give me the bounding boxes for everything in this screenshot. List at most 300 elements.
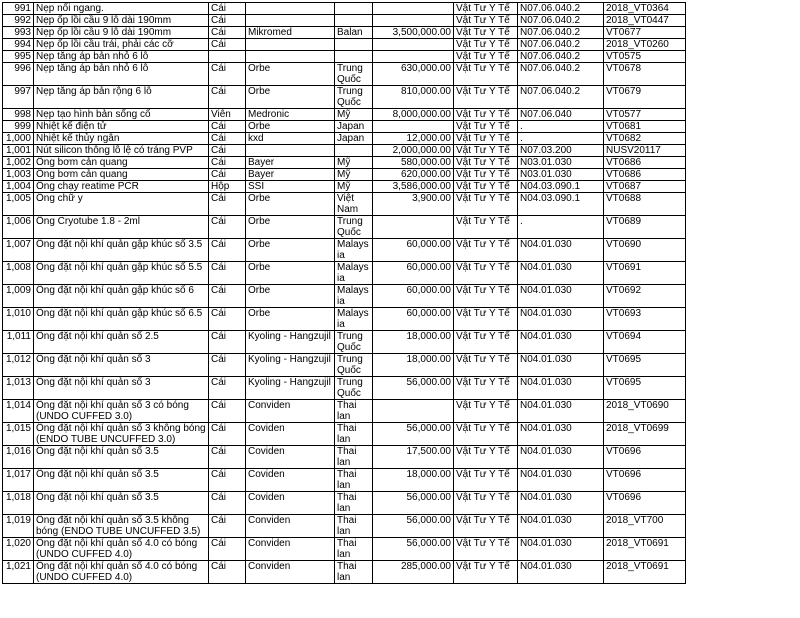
row-number-cell: 991 xyxy=(3,3,34,15)
item-name-cell: Nẹp tạo hình bản sống cổ xyxy=(34,109,209,121)
price-cell xyxy=(373,3,454,15)
category-cell: Vật Tư Y Tế xyxy=(454,181,518,193)
price-cell: 17,500.00 xyxy=(373,446,454,469)
origin-cell: Mỹ xyxy=(335,157,373,169)
category-cell: Vật Tư Y Tế xyxy=(454,377,518,400)
table-row xyxy=(3,121,686,133)
table-row xyxy=(3,446,686,469)
item-name-cell: Nhiệt kế điện tử xyxy=(34,121,209,133)
origin-cell: Trung Quốc xyxy=(335,216,373,239)
manufacturer-cell: Conviden xyxy=(246,538,335,561)
row-number-cell: 1,020 xyxy=(3,538,34,561)
manufacturer-cell: Orbe xyxy=(246,239,335,262)
table-row xyxy=(3,15,686,27)
category-cell: Vật Tư Y Tế xyxy=(454,86,518,109)
item-name-cell: Ống đặt nội khí quản số 4.0 có bóng (UNDO CUFFED 4.0) xyxy=(34,561,209,584)
price-cell: 60,000.00 xyxy=(373,308,454,331)
item-code-cell: N04.03.090.1 xyxy=(518,181,604,193)
table-row xyxy=(3,423,686,446)
unit-cell: Cái xyxy=(209,423,246,446)
manufacturer-cell: Kyoling - Hangzujil xyxy=(246,354,335,377)
item-code-cell: N04.01.030 xyxy=(518,262,604,285)
category-cell: Vật Tư Y Tế xyxy=(454,193,518,216)
table-row xyxy=(3,193,686,216)
row-number-cell: 1,001 xyxy=(3,145,34,157)
reference-code-cell: VT0679 xyxy=(604,86,686,109)
unit-cell: Cái xyxy=(209,377,246,400)
table-row xyxy=(3,469,686,492)
manufacturer-cell: Conviden xyxy=(246,561,335,584)
manufacturer-cell: Orbe xyxy=(246,86,335,109)
manufacturer-cell: Conviden xyxy=(246,515,335,538)
category-cell: Vật Tư Y Tế xyxy=(454,39,518,51)
origin-cell: Thai lan xyxy=(335,492,373,515)
unit-cell: Viên xyxy=(209,109,246,121)
origin-cell: Thai lan xyxy=(335,515,373,538)
category-cell: Vật Tư Y Tế xyxy=(454,63,518,86)
manufacturer-cell: Bayer xyxy=(246,169,335,181)
reference-code-cell: VT0692 xyxy=(604,285,686,308)
reference-code-cell: VT0678 xyxy=(604,63,686,86)
price-cell: 2,000,000.00 xyxy=(373,145,454,157)
manufacturer-cell: Orbe xyxy=(246,193,335,216)
row-number-cell: 1,004 xyxy=(3,181,34,193)
table-row xyxy=(3,63,686,86)
table-body xyxy=(3,3,686,584)
row-number-cell: 1,000 xyxy=(3,133,34,145)
table-row xyxy=(3,400,686,423)
unit-cell: Cái xyxy=(209,354,246,377)
row-number-cell: 1,006 xyxy=(3,216,34,239)
origin-cell: Japan xyxy=(335,133,373,145)
item-code-cell: N04.03.090.1 xyxy=(518,193,604,216)
price-cell xyxy=(373,121,454,133)
reference-code-cell: 2018_VT0364 xyxy=(604,3,686,15)
origin-cell: Thai lan xyxy=(335,538,373,561)
reference-code-cell: VT0694 xyxy=(604,331,686,354)
manufacturer-cell xyxy=(246,39,335,51)
manufacturer-cell: kxd xyxy=(246,133,335,145)
row-number-cell: 1,012 xyxy=(3,354,34,377)
origin-cell: Việt Nam xyxy=(335,193,373,216)
unit-cell: Cái xyxy=(209,86,246,109)
item-name-cell: Nẹp nối ngang. xyxy=(34,3,209,15)
row-number-cell: 992 xyxy=(3,15,34,27)
origin-cell xyxy=(335,51,373,63)
category-cell: Vật Tư Y Tế xyxy=(454,515,518,538)
unit-cell: Cái xyxy=(209,145,246,157)
unit-cell: Cái xyxy=(209,331,246,354)
category-cell: Vật Tư Y Tế xyxy=(454,262,518,285)
origin-cell xyxy=(335,39,373,51)
row-number-cell: 1,009 xyxy=(3,285,34,308)
reference-code-cell: VT0688 xyxy=(604,193,686,216)
reference-code-cell: 2018_VT0691 xyxy=(604,538,686,561)
unit-cell: Cái xyxy=(209,216,246,239)
item-code-cell: . xyxy=(518,133,604,145)
reference-code-cell: 2018_VT0260 xyxy=(604,39,686,51)
price-cell: 8,000,000.00 xyxy=(373,109,454,121)
manufacturer-cell: Orbe xyxy=(246,216,335,239)
item-code-cell: N04.01.030 xyxy=(518,492,604,515)
reference-code-cell: VT0575 xyxy=(604,51,686,63)
price-cell: 60,000.00 xyxy=(373,239,454,262)
category-cell: Vật Tư Y Tế xyxy=(454,216,518,239)
manufacturer-cell: Conviden xyxy=(246,400,335,423)
item-code-cell: N04.01.030 xyxy=(518,469,604,492)
item-code-cell: N04.01.030 xyxy=(518,538,604,561)
row-number-cell: 1,007 xyxy=(3,239,34,262)
item-code-cell: N07.06.040.2 xyxy=(518,15,604,27)
table-row xyxy=(3,51,686,63)
manufacturer-cell: Coviden xyxy=(246,469,335,492)
origin-cell: Mỹ xyxy=(335,169,373,181)
unit-cell: Cái xyxy=(209,169,246,181)
item-code-cell: N04.01.030 xyxy=(518,331,604,354)
row-number-cell: 1,013 xyxy=(3,377,34,400)
origin-cell: Trung Quốc xyxy=(335,63,373,86)
price-cell xyxy=(373,51,454,63)
item-code-cell: N04.01.030 xyxy=(518,561,604,584)
item-name-cell: Ống đặt nội khí quản số 2.5 xyxy=(34,331,209,354)
category-cell: Vật Tư Y Tế xyxy=(454,121,518,133)
price-cell: 18,000.00 xyxy=(373,354,454,377)
reference-code-cell: VT0681 xyxy=(604,121,686,133)
item-code-cell: N04.01.030 xyxy=(518,423,604,446)
manufacturer-cell: Orbe xyxy=(246,121,335,133)
row-number-cell: 1,002 xyxy=(3,157,34,169)
item-code-cell: N04.01.030 xyxy=(518,446,604,469)
table-row xyxy=(3,285,686,308)
row-number-cell: 998 xyxy=(3,109,34,121)
unit-cell: Cái xyxy=(209,239,246,262)
unit-cell: Cái xyxy=(209,157,246,169)
manufacturer-cell xyxy=(246,15,335,27)
reference-code-cell: 2018_VT0447 xyxy=(604,15,686,27)
origin-cell xyxy=(335,3,373,15)
item-name-cell: Ống đặt nội khí quản số 4.0 có bóng (UNDO CUFFED 4.0) xyxy=(34,538,209,561)
price-cell: 285,000.00 xyxy=(373,561,454,584)
table-row xyxy=(3,377,686,400)
reference-code-cell: NUSV20117 xyxy=(604,145,686,157)
manufacturer-cell: Orbe xyxy=(246,308,335,331)
item-name-cell: Ống đặt nội khí quản gập khúc số 5.5 xyxy=(34,262,209,285)
unit-cell: Cái xyxy=(209,121,246,133)
price-cell xyxy=(373,400,454,423)
reference-code-cell: 2018_VT700 xyxy=(604,515,686,538)
item-code-cell: N03.01.030 xyxy=(518,169,604,181)
origin-cell: Trung Quốc xyxy=(335,331,373,354)
price-cell: 3,586,000.00 xyxy=(373,181,454,193)
price-cell: 56,000.00 xyxy=(373,538,454,561)
unit-cell: Cái xyxy=(209,492,246,515)
category-cell: Vật Tư Y Tế xyxy=(454,239,518,262)
unit-cell: Cái xyxy=(209,561,246,584)
unit-cell: Cái xyxy=(209,469,246,492)
item-code-cell: N07.06.040.2 xyxy=(518,27,604,39)
item-code-cell: . xyxy=(518,216,604,239)
manufacturer-cell xyxy=(246,3,335,15)
price-cell: 60,000.00 xyxy=(373,262,454,285)
item-name-cell: Ống bơm cản quang xyxy=(34,157,209,169)
manufacturer-cell xyxy=(246,145,335,157)
item-name-cell: Ống đặt nội khí quản số 3.5 xyxy=(34,492,209,515)
table-row xyxy=(3,331,686,354)
manufacturer-cell: Medronic xyxy=(246,109,335,121)
item-code-cell: N07.06.040.2 xyxy=(518,63,604,86)
item-name-cell: Ống đặt nội khí quản số 3 xyxy=(34,354,209,377)
table-row xyxy=(3,181,686,193)
category-cell: Vật Tư Y Tế xyxy=(454,109,518,121)
item-code-cell: N03.01.030 xyxy=(518,157,604,169)
price-cell: 56,000.00 xyxy=(373,423,454,446)
item-name-cell: Ống đặt nội khí quản số 3 xyxy=(34,377,209,400)
table-row xyxy=(3,109,686,121)
unit-cell: Cái xyxy=(209,15,246,27)
category-cell: Vật Tư Y Tế xyxy=(454,492,518,515)
category-cell: Vật Tư Y Tế xyxy=(454,157,518,169)
table-row xyxy=(3,39,686,51)
item-name-cell: Ống đặt nội khí quản số 3 có bóng (UNDO CUFFED 3.0) xyxy=(34,400,209,423)
item-code-cell: N04.01.030 xyxy=(518,377,604,400)
row-number-cell: 995 xyxy=(3,51,34,63)
item-name-cell: Ống chữ y xyxy=(34,193,209,216)
manufacturer-cell: Orbe xyxy=(246,285,335,308)
origin-cell: Thai lan xyxy=(335,561,373,584)
category-cell: Vật Tư Y Tế xyxy=(454,145,518,157)
row-number-cell: 1,015 xyxy=(3,423,34,446)
row-number-cell: 1,019 xyxy=(3,515,34,538)
category-cell: Vật Tư Y Tế xyxy=(454,446,518,469)
row-number-cell: 1,014 xyxy=(3,400,34,423)
row-number-cell: 1,010 xyxy=(3,308,34,331)
origin-cell xyxy=(335,15,373,27)
reference-code-cell: VT0682 xyxy=(604,133,686,145)
origin-cell: Japan xyxy=(335,121,373,133)
category-cell: Vật Tư Y Tế xyxy=(454,285,518,308)
item-code-cell: N07.06.040 xyxy=(518,109,604,121)
table-row xyxy=(3,515,686,538)
unit-cell: Cái xyxy=(209,3,246,15)
price-cell: 12,000.00 xyxy=(373,133,454,145)
price-cell: 56,000.00 xyxy=(373,377,454,400)
unit-cell xyxy=(209,51,246,63)
manufacturer-cell: Coviden xyxy=(246,423,335,446)
unit-cell: Cái xyxy=(209,285,246,308)
price-cell: 3,900.00 xyxy=(373,193,454,216)
item-name-cell: Nhiệt kế thủy ngân xyxy=(34,133,209,145)
price-cell: 18,000.00 xyxy=(373,469,454,492)
unit-cell: Cái xyxy=(209,400,246,423)
category-cell: Vật Tư Y Tế xyxy=(454,51,518,63)
table-row xyxy=(3,133,686,145)
item-name-cell: Nẹp tăng áp bản rộng 6 lỗ xyxy=(34,86,209,109)
supply-price-table xyxy=(2,2,686,584)
origin-cell: Malaysia xyxy=(335,239,373,262)
category-cell: Vật Tư Y Tế xyxy=(454,400,518,423)
origin-cell: Mỹ xyxy=(335,181,373,193)
item-code-cell: . xyxy=(518,121,604,133)
category-cell: Vật Tư Y Tế xyxy=(454,3,518,15)
price-cell: 620,000.00 xyxy=(373,169,454,181)
reference-code-cell: VT0677 xyxy=(604,27,686,39)
table-row xyxy=(3,145,686,157)
origin-cell: Mỹ xyxy=(335,109,373,121)
item-code-cell: N04.01.030 xyxy=(518,515,604,538)
row-number-cell: 996 xyxy=(3,63,34,86)
item-name-cell: Nút silicon thông lỗ lệ có tráng PVP xyxy=(34,145,209,157)
category-cell: Vật Tư Y Tế xyxy=(454,354,518,377)
price-cell xyxy=(373,39,454,51)
item-name-cell: Nẹp ốp lồi cầu trái, phải các cỡ xyxy=(34,39,209,51)
table-row xyxy=(3,308,686,331)
category-cell: Vật Tư Y Tế xyxy=(454,561,518,584)
manufacturer-cell: Mikromed xyxy=(246,27,335,39)
row-number-cell: 1,011 xyxy=(3,331,34,354)
reference-code-cell: VT0693 xyxy=(604,308,686,331)
unit-cell: Cái xyxy=(209,27,246,39)
table-row xyxy=(3,86,686,109)
item-code-cell: N04.01.030 xyxy=(518,354,604,377)
item-code-cell: N04.01.030 xyxy=(518,285,604,308)
origin-cell: Thai lan xyxy=(335,469,373,492)
origin-cell: Trung Quốc xyxy=(335,377,373,400)
unit-cell: Cái xyxy=(209,193,246,216)
category-cell: Vật Tư Y Tế xyxy=(454,169,518,181)
item-code-cell: N04.01.030 xyxy=(518,308,604,331)
price-cell xyxy=(373,216,454,239)
category-cell: Vật Tư Y Tế xyxy=(454,469,518,492)
row-number-cell: 1,008 xyxy=(3,262,34,285)
price-cell: 810,000.00 xyxy=(373,86,454,109)
reference-code-cell: VT0686 xyxy=(604,157,686,169)
origin-cell: Thai lan xyxy=(335,423,373,446)
table-row xyxy=(3,538,686,561)
category-cell: Vật Tư Y Tế xyxy=(454,133,518,145)
origin-cell xyxy=(335,145,373,157)
table-row xyxy=(3,262,686,285)
origin-cell: Malaysia xyxy=(335,308,373,331)
item-code-cell: N07.03.200 xyxy=(518,145,604,157)
price-cell: 60,000.00 xyxy=(373,285,454,308)
item-name-cell: Ống đặt nội khí quản số 3 không bóng (ENDO TUBE UNCUFFED 3.0) xyxy=(34,423,209,446)
item-name-cell: Ống đặt nội khí quản gập khúc số 6.5 xyxy=(34,308,209,331)
category-cell: Vật Tư Y Tế xyxy=(454,423,518,446)
price-cell xyxy=(373,15,454,27)
reference-code-cell: VT0695 xyxy=(604,377,686,400)
unit-cell: Cái xyxy=(209,308,246,331)
reference-code-cell: 2018_VT0691 xyxy=(604,561,686,584)
table-row xyxy=(3,492,686,515)
origin-cell: Trung Quốc xyxy=(335,354,373,377)
reference-code-cell: VT0689 xyxy=(604,216,686,239)
item-code-cell: N04.01.030 xyxy=(518,239,604,262)
reference-code-cell: VT0696 xyxy=(604,492,686,515)
unit-cell: Hộp xyxy=(209,181,246,193)
origin-cell: Trung Quốc xyxy=(335,86,373,109)
row-number-cell: 1,005 xyxy=(3,193,34,216)
row-number-cell: 997 xyxy=(3,86,34,109)
reference-code-cell: 2018_VT0699 xyxy=(604,423,686,446)
reference-code-cell: VT0686 xyxy=(604,169,686,181)
row-number-cell: 999 xyxy=(3,121,34,133)
manufacturer-cell: Kyoling - Hangzujil xyxy=(246,331,335,354)
price-cell: 56,000.00 xyxy=(373,515,454,538)
reference-code-cell: 2018_VT0690 xyxy=(604,400,686,423)
reference-code-cell: VT0690 xyxy=(604,239,686,262)
item-name-cell: Ống đặt nội khí quản gập khúc số 3.5 xyxy=(34,239,209,262)
item-name-cell: Nẹp ốp lồi cầu 9 lỗ dài 190mm xyxy=(34,15,209,27)
table-row xyxy=(3,354,686,377)
table-row xyxy=(3,239,686,262)
manufacturer-cell: Orbe xyxy=(246,63,335,86)
row-number-cell: 994 xyxy=(3,39,34,51)
row-number-cell: 1,003 xyxy=(3,169,34,181)
origin-cell: Malaysia xyxy=(335,285,373,308)
reference-code-cell: VT0696 xyxy=(604,469,686,492)
reference-code-cell: VT0696 xyxy=(604,446,686,469)
reference-code-cell: VT0691 xyxy=(604,262,686,285)
reference-code-cell: VT0577 xyxy=(604,109,686,121)
manufacturer-cell: Coviden xyxy=(246,446,335,469)
price-cell: 580,000.00 xyxy=(373,157,454,169)
category-cell: Vật Tư Y Tế xyxy=(454,331,518,354)
item-name-cell: Ống bơm cản quang xyxy=(34,169,209,181)
item-code-cell: N07.06.040.2 xyxy=(518,39,604,51)
category-cell: Vật Tư Y Tế xyxy=(454,308,518,331)
manufacturer-cell: Bayer xyxy=(246,157,335,169)
table-row xyxy=(3,169,686,181)
unit-cell: Cái xyxy=(209,133,246,145)
manufacturer-cell: Kyoling - Hangzujil xyxy=(246,377,335,400)
price-cell: 56,000.00 xyxy=(373,492,454,515)
item-code-cell: N07.06.040.2 xyxy=(518,86,604,109)
row-number-cell: 1,018 xyxy=(3,492,34,515)
item-name-cell: Nẹp ốp lồi cầu 9 lỗ dài 190mm xyxy=(34,27,209,39)
item-code-cell: N07.06.040.2 xyxy=(518,51,604,63)
item-code-cell: N04.01.030 xyxy=(518,400,604,423)
item-name-cell: Ống Cryotube 1.8 - 2ml xyxy=(34,216,209,239)
table-row xyxy=(3,561,686,584)
item-name-cell: Nẹp tăng áp bản nhỏ 6 lỗ xyxy=(34,63,209,86)
price-cell: 630,000.00 xyxy=(373,63,454,86)
item-name-cell: Ống đặt nội khí quản gập khúc số 6 xyxy=(34,285,209,308)
unit-cell: Cái xyxy=(209,538,246,561)
table-row xyxy=(3,157,686,169)
manufacturer-cell: Orbe xyxy=(246,262,335,285)
row-number-cell: 1,017 xyxy=(3,469,34,492)
unit-cell: Cái xyxy=(209,262,246,285)
item-name-cell: Ống đặt nội khí quản số 3.5 không bóng (ENDO TUBE UNCUFFED 3.5) xyxy=(34,515,209,538)
origin-cell: Malaysia xyxy=(335,262,373,285)
row-number-cell: 993 xyxy=(3,27,34,39)
table-row xyxy=(3,216,686,239)
price-cell: 3,500,000.00 xyxy=(373,27,454,39)
reference-code-cell: VT0695 xyxy=(604,354,686,377)
price-cell: 18,000.00 xyxy=(373,331,454,354)
item-name-cell: Ống chạy reatime PCR xyxy=(34,181,209,193)
unit-cell: Cái xyxy=(209,446,246,469)
item-code-cell: N07.06.040.2 xyxy=(518,3,604,15)
unit-cell: Cái xyxy=(209,63,246,86)
category-cell: Vật Tư Y Tế xyxy=(454,27,518,39)
origin-cell: Thai lan xyxy=(335,400,373,423)
unit-cell: Cái xyxy=(209,515,246,538)
origin-cell: Thai lan xyxy=(335,446,373,469)
manufacturer-cell xyxy=(246,51,335,63)
item-name-cell: Ống đặt nội khí quản số 3.5 xyxy=(34,446,209,469)
origin-cell: Balan xyxy=(335,27,373,39)
